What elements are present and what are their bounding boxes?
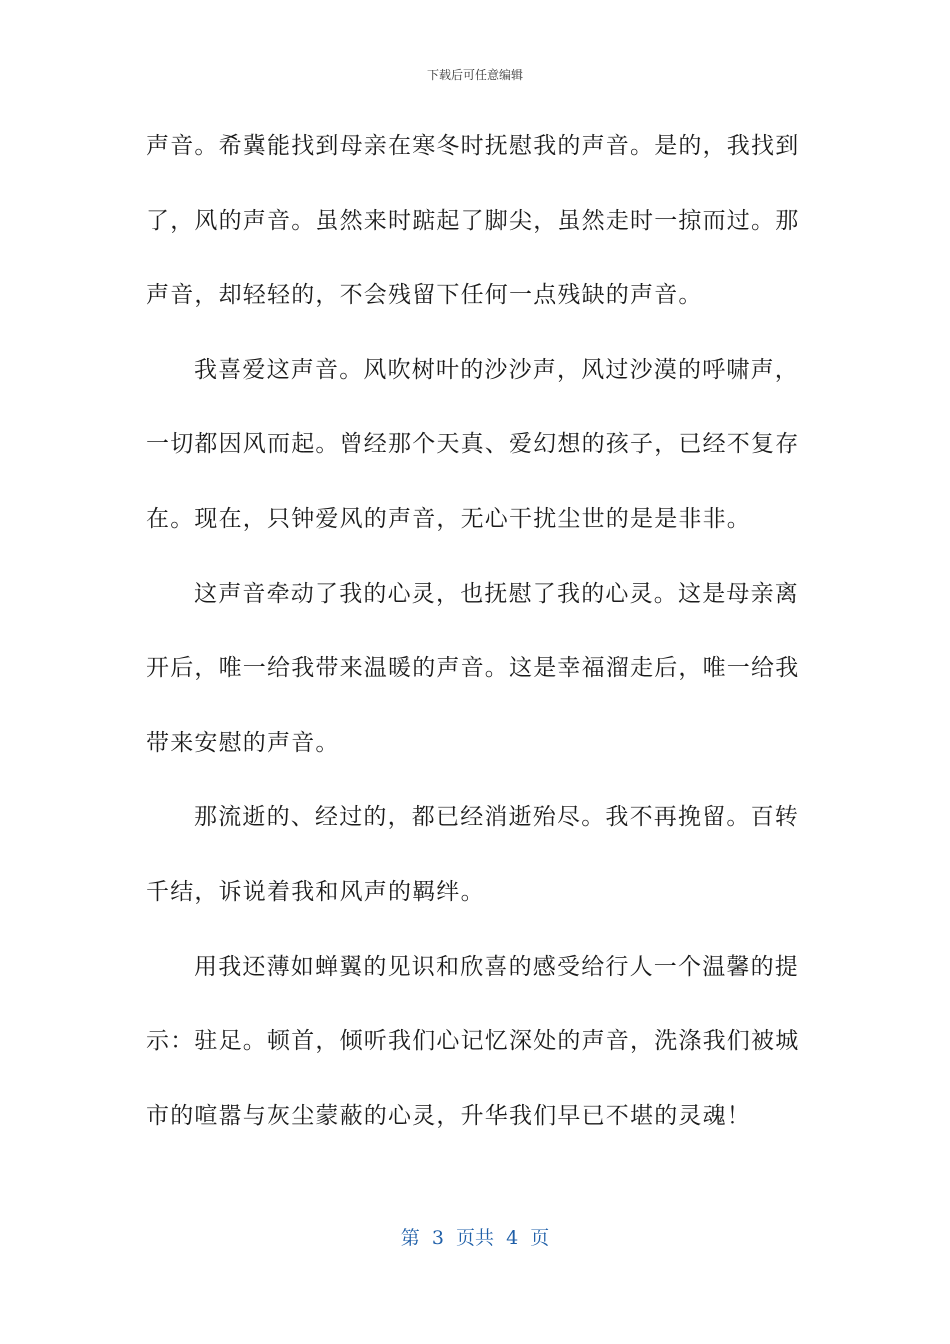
body-line: 示：驻足。顿首，倾听我们心记忆深处的声音，洗涤我们被城 [146, 1028, 800, 1055]
body-line: 开后，唯一给我带来温暖的声音。这是幸福溜走后，唯一给我 [146, 655, 800, 682]
body-line: 在。现在，只钟爱风的声音，无心干扰尘世的是是非非。 [146, 505, 751, 532]
body-line: 市的喧嚣与灰尘蒙蔽的心灵，升华我们早已不堪的灵魂！ [146, 1102, 751, 1129]
body-line: 千结，诉说着我和风声的羁绊。 [146, 878, 485, 905]
body-line: 一切都因风而起。曾经那个天真、爱幻想的孩子，已经不复存 [146, 431, 800, 458]
paragraph-first-line: 我喜爱这声音。风吹树叶的沙沙声，风过沙漠的呼啸声， [194, 356, 799, 383]
body-line: 声音。希冀能找到母亲在寒冬时抚慰我的声音。是的，我找到 [146, 133, 800, 159]
paragraph-first-line: 这声音牵动了我的心灵，也抚慰了我的心灵。这是母亲离 [194, 580, 799, 607]
body-line: 声音，却轻轻的，不会残留下任何一点残缺的声音。 [146, 282, 703, 309]
body-line: 带来安慰的声音。 [146, 729, 340, 756]
document-body [146, 119, 800, 1163]
page-header: 下载后可任意编辑 [426, 68, 523, 82]
paragraph-first-line: 用我还薄如蝉翼的见识和欣喜的感受给行人一个温馨的提 [194, 953, 799, 980]
page-number-footer: 第 3 页共 4 页 [400, 1227, 550, 1249]
paragraph-first-line: 那流逝的、经过的，都已经消逝殆尽。我不再挽留。百转 [194, 804, 799, 831]
body-line: 了，风的声音。虽然来时踮起了脚尖，虽然走时一掠而过。那 [146, 207, 800, 234]
